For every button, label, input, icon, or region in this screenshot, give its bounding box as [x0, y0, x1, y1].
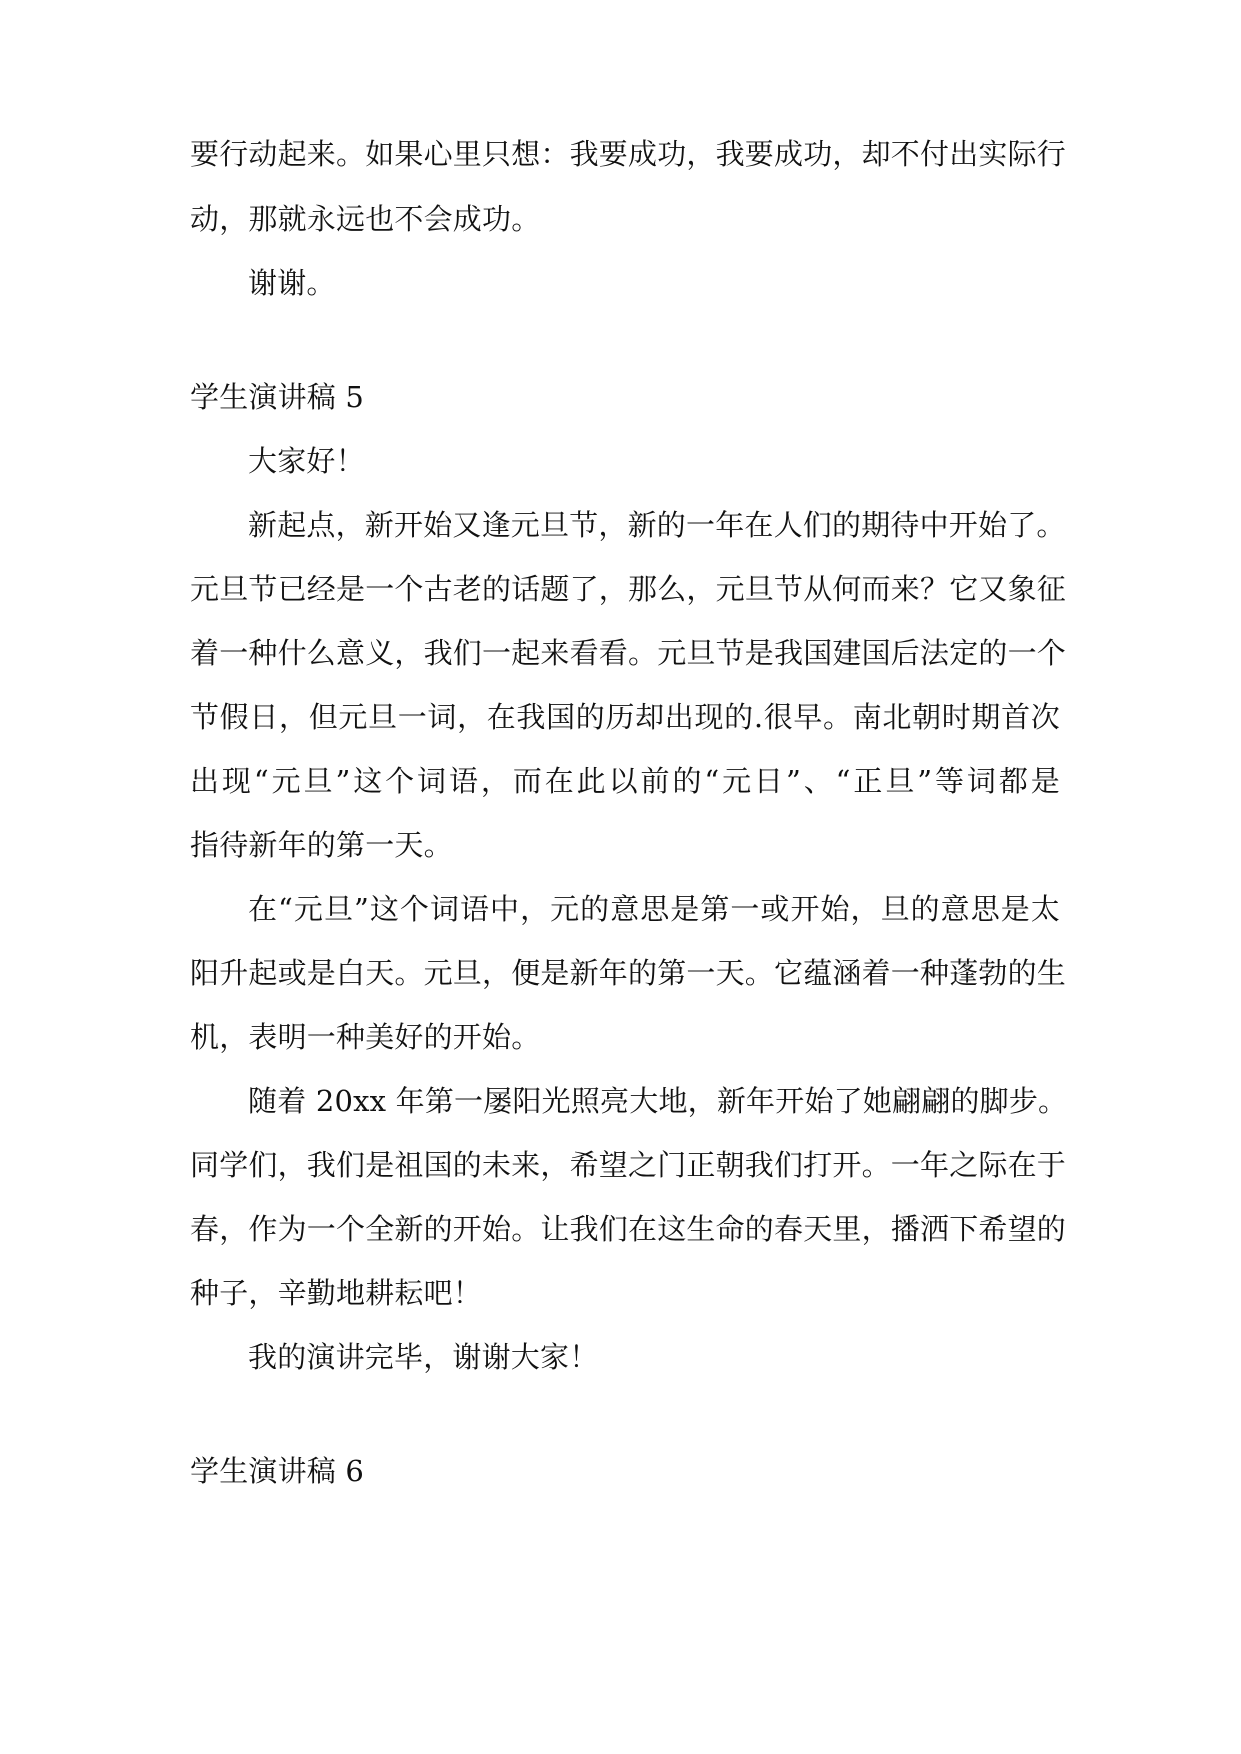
paragraph-line: 指待新年的第一天。	[190, 828, 453, 862]
paragraph-line: 出现“元旦”这个词语，而在此以前的“元日”、“正旦”等词都是	[190, 764, 1060, 798]
paragraph-line: 动，那就永远也不会成功。	[190, 202, 541, 236]
paragraph-line: 元旦节已经是一个古老的话题了，那么，元旦节从何而来？它又象征	[190, 572, 1067, 606]
paragraph-line: 大家好！	[248, 444, 365, 478]
paragraph-line: 种子，辛勤地耕耘吧！	[190, 1276, 483, 1310]
paragraph-line: 春，作为一个全新的开始。让我们在这生命的春天里，播洒下希望的	[190, 1212, 1067, 1246]
paragraph-line: 阳升起或是白天。元旦，便是新年的第一天。它蕴涵着一种蓬勃的生	[190, 956, 1067, 990]
section-heading: 学生演讲稿 5	[190, 380, 365, 414]
paragraph-line: 在“元旦”这个词语中，元的意思是第一或开始，旦的意思是太	[248, 892, 1060, 926]
section-heading: 学生演讲稿 6	[190, 1454, 365, 1488]
paragraph-line: 着一种什么意义，我们一起来看看。元旦节是我国建国后法定的一个	[190, 636, 1067, 670]
paragraph-line: 要行动起来。如果心里只想：我要成功，我要成功，却不付出实际行	[190, 137, 1067, 171]
paragraph-line: 我的演讲完毕，谢谢大家！	[248, 1340, 599, 1374]
paragraph-line: 机，表明一种美好的开始。	[190, 1020, 541, 1054]
paragraph-line: 谢谢。	[248, 266, 336, 300]
paragraph-line: 同学们，我们是祖国的未来，希望之门正朝我们打开。一年之际在于	[190, 1148, 1067, 1182]
paragraph-line: 随着 20xx 年第一屡阳光照亮大地，新年开始了她翩翩的脚步。	[248, 1084, 1068, 1118]
paragraph-line: 新起点，新开始又逢元旦节，新的一年在人们的期待中开始了。	[248, 508, 1066, 542]
paragraph-line: 节假日，但元旦一词，在我国的历却出现的.很早。南北朝时期首次	[190, 700, 1060, 734]
